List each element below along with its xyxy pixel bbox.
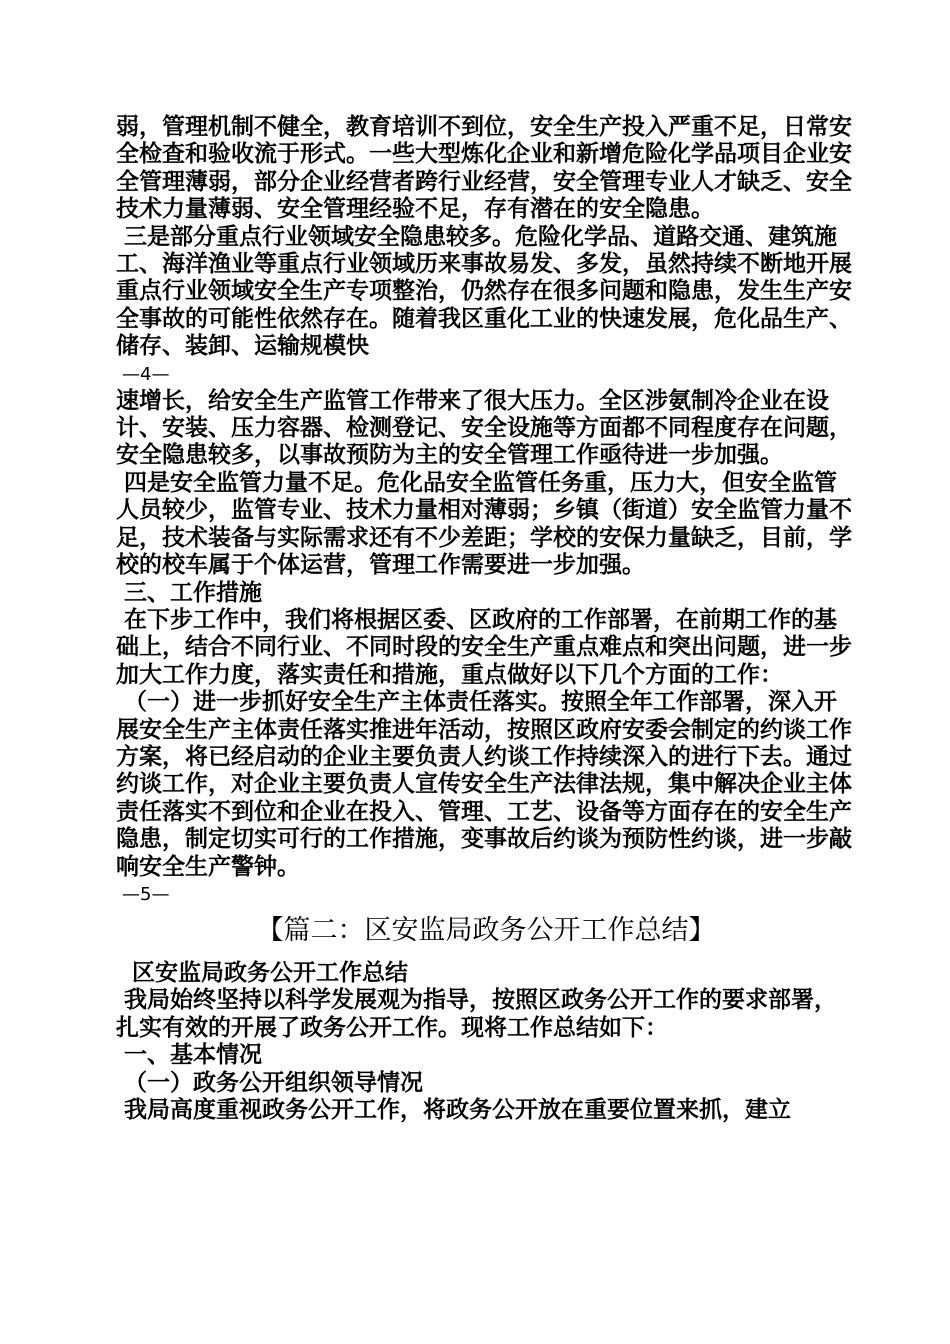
page-number-5: —5— <box>122 883 170 905</box>
document-body <box>116 114 856 1124</box>
section-heading-basic: 一、基本情况 <box>116 1042 263 1069</box>
chapter-title: 【篇二：区安监局政务公开工作总结】 <box>256 914 716 946</box>
page-number-4: —4— <box>122 363 170 385</box>
section-heading-measures: 三、工作措施 <box>116 579 263 606</box>
paragraph-intro: 我局始终坚持以科学发展观为指导，按照区政务公开工作的要求部署，扎实有效的开展了政务公开工作。现将工作总结如下： <box>116 987 838 1041</box>
paragraph-next-steps: 在下步工作中，我们将根据区委、区政府的工作部署，在前期工作的基础上，结合不同行业、不同时段的安全生产重点难点和突出问题，进一步加大工作力度，落实责任和措施，重点做好以下几个方面的工作： <box>116 606 852 688</box>
paragraph-point-three: 三是部分重点行业领域安全隐患较多。危险化学品、道路交通、建筑施工、海洋渔业等重点行业领域历来事故易发、多发，虽然持续不断地开展重点行业领域安全生产专项整治，仍然存在很多问题和隐患，发生生产安全事故的可能性依然存在。随着我区重化工业的快速发展，危化品生产、储存、装卸、运输规模快 <box>116 223 852 360</box>
paragraph-point-four: 四是安全监管力量不足。危化品安全监管任务重，压力大，但安全监管人员较少，监管专业、技术力量相对薄弱；乡镇（街道）安全监管力量不足，技术装备与实际需求还有不少差距；学校的安保力量缺乏，目前，学校的校车属于个体运营，管理工作需要进一步加强。 <box>116 469 852 579</box>
paragraph-measure-one: （一）进一步抓好安全生产主体责任落实。按照全年工作部署，深入开展安全生产主体责任落实推进年活动，按照区政府安委会制定的约谈工作方案，将已经启动的企业主要负责人约谈工作持续深入的进行下去。通过约谈工作，对企业主要负责人宣传安全生产法律法规，集中解决企业主体责任落实不到位和企业在投入、管理、工艺、设备等方面存在的安全生产隐患，制定切实可行的工作措施，变事故后约谈为预防性约谈，进一步敲响安全生产警钟。 <box>116 689 852 880</box>
document-subtitle: 区安监局政务公开工作总结 <box>116 959 409 986</box>
subheading-leadership: （一）政务公开组织领导情况 <box>116 1069 424 1096</box>
paragraph-leadership: 我局高度重视政务公开工作，将政务公开放在重要位置来抓，建立 <box>116 1097 792 1123</box>
paragraph-growth-pressure: 速增长，给安全生产监管工作带来了很大压力。全区涉氨制冷企业在设计、安装、压力容器、检测登记、安全设施等方面都不同程度存在问题，安全隐患较多，以事故预防为主的安全管理工作亟待进一步加强。 <box>116 387 852 469</box>
paragraph-safety-management-weak: 弱，管理机制不健全，教育培训不到位，安全生产投入严重不足，日常安全检查和验收流于形式。一些大型炼化企业和新增危险化学品项目企业安全管理薄弱，部分企业经营者跨行业经营，安全管理专业人才缺乏、安全技术力量薄弱、安全管理经验不足，存有潜在的安全隐患。 <box>116 114 852 223</box>
